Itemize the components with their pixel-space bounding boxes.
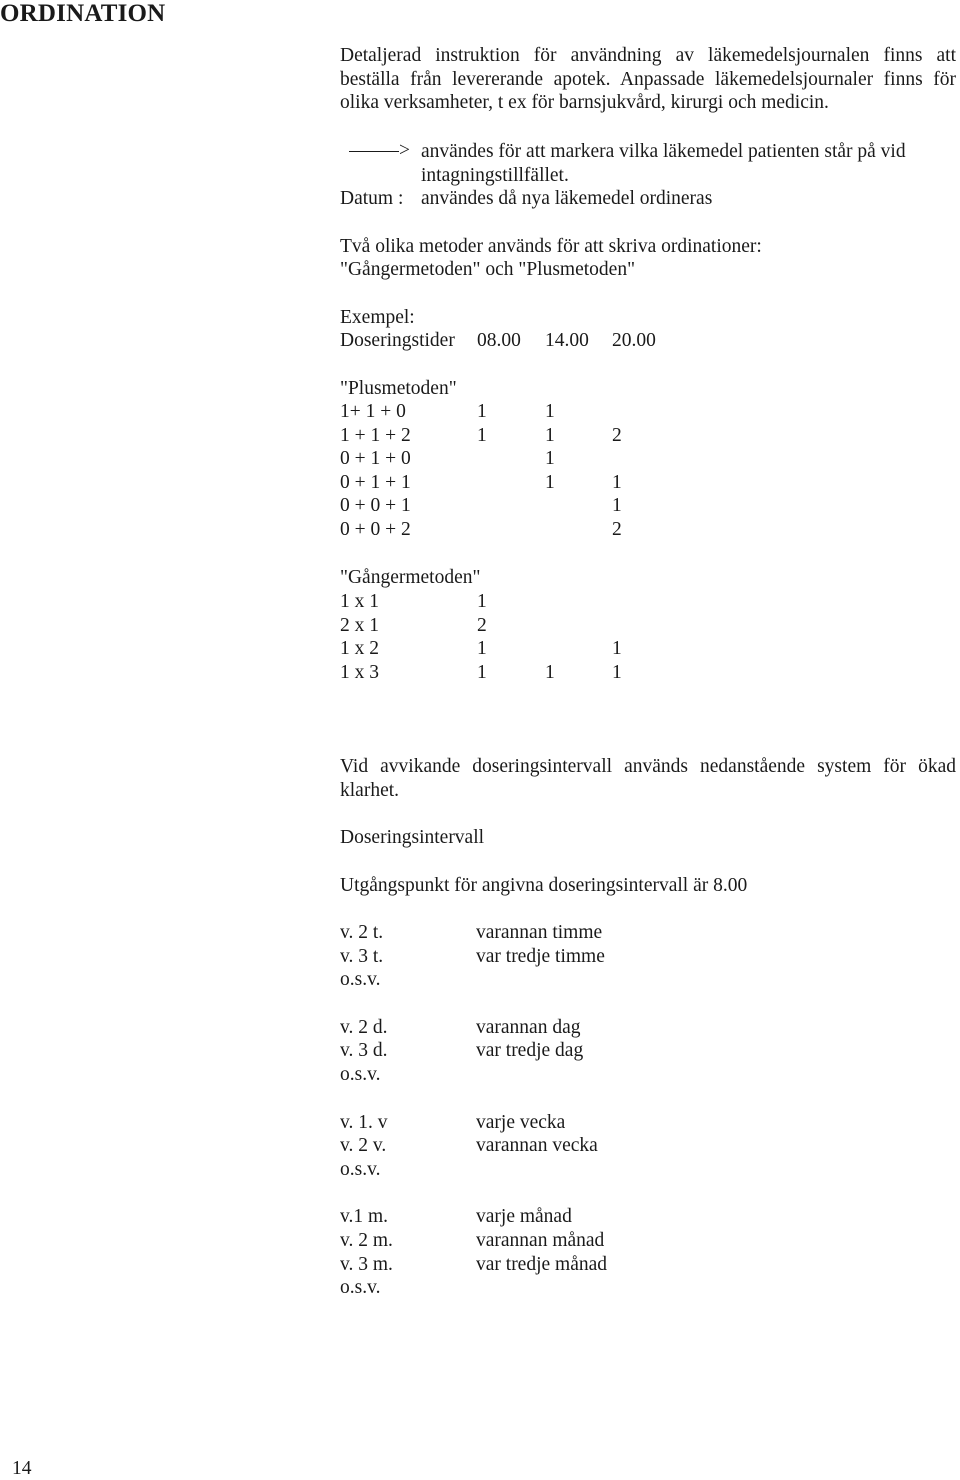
example-label: Exempel: [340,307,415,328]
arrow-description-line1: användes för att markera vilka läkemedel patienten står på vid [421,141,906,162]
ganger-row-dose: 1 [612,638,622,660]
interval-meaning: varje månad [476,1206,572,1228]
interval-abbreviation: o.s.v. [340,1064,381,1085]
dose-times-label: Doseringstider [340,330,455,351]
dose-time-3: 20.00 [612,330,656,351]
interval-meaning: varannan timme [476,922,603,943]
deviating-paragraph: Vid avvikande doseringsintervall används nedanstående system för ökad klarhet. [340,756,956,801]
interval-meaning: varannan vecka [476,1135,598,1157]
ganger-row-expression: 1 x 3 [340,661,379,683]
plus-row-dose: 1 [477,424,487,446]
ganger-row-dose: 1 [477,591,487,612]
methods-line2: "Gångermetoden" och "Plusmetoden" [340,259,636,280]
interval-meaning: varannan månad [476,1230,605,1251]
plus-row-dose: 1 [612,471,622,493]
plus-row-dose: 1 [545,471,555,493]
ganger-row-dose: 1 [545,661,555,683]
plus-row-dose: 1 [545,448,555,470]
plus-row-dose: 1 [477,401,487,422]
interval-abbreviation: v. 3 t. [340,945,384,967]
ganger-row-expression: 2 x 1 [340,614,379,636]
interval-abbreviation: o.s.v. [340,969,381,991]
methods-line1: Två olika metoder används för att skriva ordinationer: [340,236,762,257]
interval-meaning: var tredje timme [476,945,605,967]
ganger-row-dose: 1 [477,638,487,660]
ganger-row-expression: 1 x 1 [340,591,379,612]
interval-meaning: varannan dag [476,1016,581,1038]
interval-abbreviation: v. 2 m. [340,1230,393,1251]
page-title: ORDINATION [0,0,166,27]
plus-row-expression: 0 + 0 + 2 [340,519,411,540]
interval-abbreviation: v. 3 m. [340,1253,393,1275]
ganger-row-expression: 1 x 2 [340,638,379,660]
interval-abbreviation: v. 2 t. [340,922,384,943]
interval-meaning: var tredje dag [476,1040,584,1062]
ganger-row-dose: 2 [477,614,487,636]
interval-abbreviation: v. 2 v. [340,1135,387,1157]
plus-row-dose: 1 [545,424,555,446]
arrow-line-icon [349,151,399,152]
plus-row-dose: 1 [612,495,622,517]
plus-row-dose: 2 [612,424,622,446]
page-number: 14 [12,1458,32,1479]
ganger-row-dose: 1 [477,661,487,683]
dose-time-1: 08.00 [477,330,521,351]
plus-row-dose: 1 [545,401,555,422]
plus-row-expression: 0 + 1 + 1 [340,471,411,493]
interval-abbreviation: o.s.v. [340,1158,381,1180]
plus-row-dose: 2 [612,519,622,540]
interval-meaning: var tredje månad [476,1253,608,1275]
ganger-row-dose: 1 [612,661,622,683]
interval-meaning: varje vecka [476,1111,566,1133]
intro-paragraph: Detaljerad instruktion för användning av läkemedelsjournalen finns att beställa från levererande apotek. Anpassade läkemedelsjournaler finns för olika verksamheter, t ex för barnsjukvård, kirurgi och medicin. [340,45,956,113]
plus-method-title: "Plusmetoden" [340,378,457,399]
interval-title: Doseringsintervall [340,827,485,848]
ganger-method-title: "Gångermetoden" [340,567,481,588]
interval-abbreviation: v. 3 d. [340,1040,388,1062]
interval-abbreviation: v. 1. v [340,1111,388,1133]
arrow-description-line2: intagningstillfället. [421,165,569,186]
interval-abbreviation: v.1 m. [340,1206,389,1228]
datum-description: användes då nya läkemedel ordineras [421,188,713,209]
plus-row-expression: 0 + 1 + 0 [340,448,411,470]
plus-row-expression: 1+ 1 + 0 [340,401,406,422]
dose-time-2: 14.00 [545,330,589,351]
plus-row-expression: 1 + 1 + 2 [340,424,411,446]
starting-point: Utgångspunkt för angivna doseringsintervall är 8.00 [340,875,748,896]
interval-abbreviation: o.s.v. [340,1277,381,1299]
datum-label: Datum : [340,188,404,209]
arrow-head-icon: > [399,140,410,161]
plus-row-expression: 0 + 0 + 1 [340,495,411,517]
interval-abbreviation: v. 2 d. [340,1016,388,1038]
